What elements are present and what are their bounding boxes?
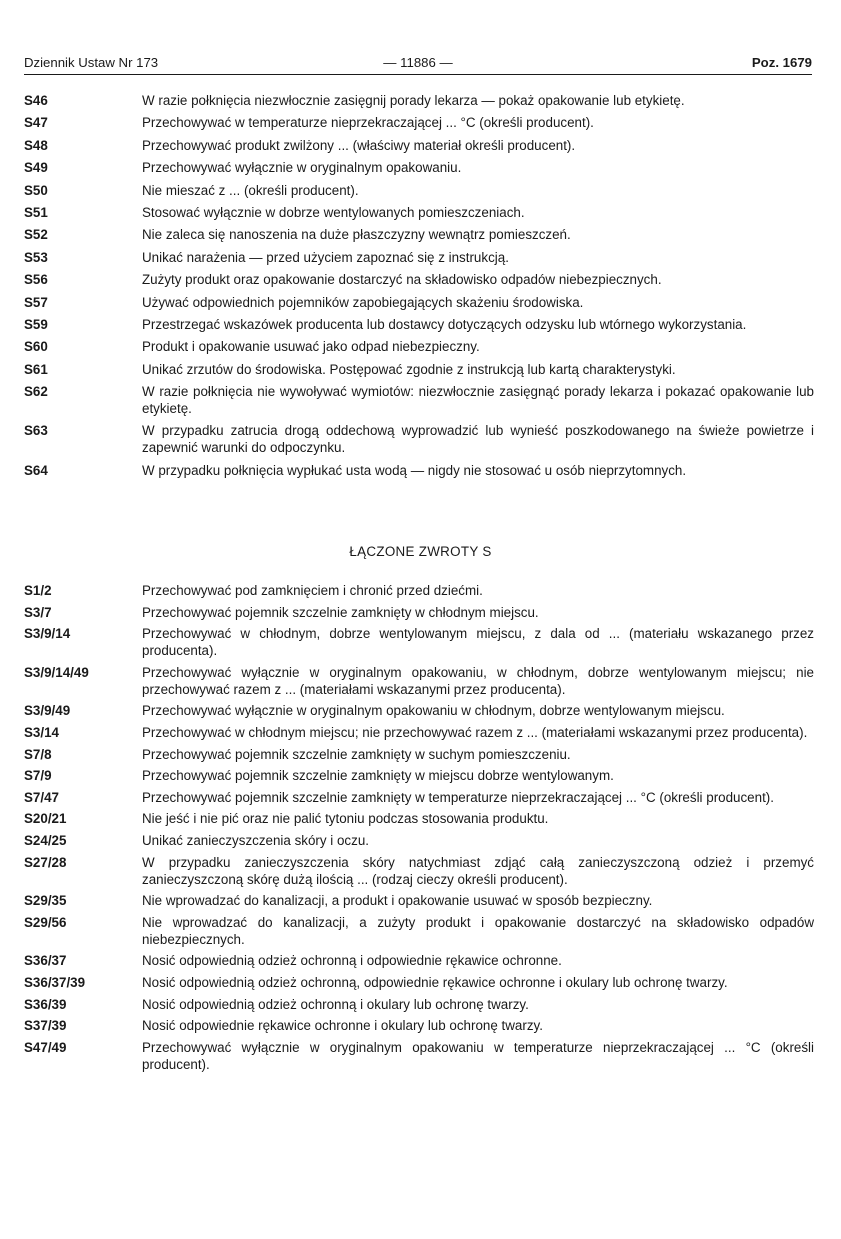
phrase-text: Unikać zanieczyszczenia skóry i oczu.	[142, 832, 369, 848]
phrase-row	[24, 159, 814, 176]
phrase-text: W razie połknięcia niezwłocznie zasięgnij porady lekarza — pokaż opakowanie lub etykietę.	[142, 93, 685, 108]
phrase-text: Zużyty produkt oraz opakowanie dostarczyć na składowisko odpadów niebezpiecznych.	[142, 272, 662, 288]
phrase-code: S24/25	[24, 832, 67, 848]
phrase-text: Przechowywać produkt zwilżony ... (właściwy materiał określi producent).	[142, 137, 576, 153]
phrase-row	[24, 832, 814, 849]
phrase-row	[24, 664, 814, 698]
phrase-row	[24, 294, 814, 311]
phrase-text: Używać odpowiednich pojemników zapobiegających skażeniu środowiska.	[142, 294, 584, 310]
phrase-row	[24, 892, 814, 909]
phrase-code: S57	[24, 294, 48, 310]
phrase-text: Przechowywać pod zamknięciem i chronić przed dziećmi.	[142, 583, 483, 598]
phrase-code: S63	[24, 423, 48, 439]
phrase-text: Przechowywać w chłodnym miejscu; nie przechowywać razem z ... (materiałami wskazanymi przez producenta).	[142, 724, 808, 740]
phrase-text: Przechowywać w temperaturze nieprzekraczającej ... °C (określi producent).	[142, 115, 594, 131]
phrase-code: S47	[24, 115, 48, 131]
phrase-code: S59	[24, 316, 48, 332]
phrase-row	[24, 137, 814, 154]
phrase-text: Przestrzegać wskazówek producenta lub dostawcy dotyczących odzysku lub wtórnego wykorzystania.	[142, 316, 747, 332]
phrase-code: S20/21	[24, 811, 67, 827]
phrase-row	[24, 702, 814, 719]
phrase-code: S60	[24, 339, 48, 355]
phrase-text: Unikać narażenia — przed użyciem zapoznać się z instrukcją.	[142, 249, 509, 265]
phrase-code: S7/8	[24, 746, 52, 762]
page-number: — 11886 —	[383, 55, 453, 70]
phrase-code: S36/39	[24, 996, 67, 1012]
phrase-text: W przypadku zatrucia drogą oddechową wyprowadzić lub wynieść poszkodowanego na świeże powietrze i zapewnić warunki do odpoczynku.	[142, 423, 814, 456]
phrase-row	[24, 226, 814, 243]
phrase-row	[24, 383, 814, 417]
phrase-row	[24, 789, 814, 806]
phrase-row	[24, 1017, 814, 1034]
phrase-row	[24, 625, 814, 659]
phrase-code: S36/37	[24, 953, 67, 969]
phrase-text: Przechowywać wyłącznie w oryginalnym opakowaniu w temperaturze nieprzekraczającej ... °C (określi producent).	[142, 1039, 814, 1072]
phrase-row	[24, 996, 814, 1013]
phrase-row	[24, 604, 814, 621]
phrase-code: S37/39	[24, 1018, 67, 1034]
phrase-code: S48	[24, 137, 48, 153]
phrase-text: Przechowywać pojemnik szczelnie zamknięty w chłodnym miejscu.	[142, 604, 539, 620]
phrase-code: S29/35	[24, 893, 67, 909]
phrase-code: S36/37/39	[24, 974, 86, 990]
phrase-code: S3/7	[24, 604, 52, 620]
phrase-row	[24, 204, 814, 221]
phrase-code: S56	[24, 272, 48, 288]
combined-s-phrase-list	[24, 582, 814, 1077]
phrase-code: S50	[24, 182, 48, 198]
phrase-text: Produkt i opakowanie usuwać jako odpad niebezpieczny.	[142, 339, 480, 355]
phrase-text: W razie połknięcia nie wywoływać wymiotów: niezwłocznie zasięgnąć porady lekarza i pokazać opakowanie lub etykietę.	[142, 384, 814, 417]
phrase-code: S27/28	[24, 854, 67, 870]
phrase-text: Przechowywać wyłącznie w oryginalnym opakowaniu, w chłodnym, dobrze wentylowanym miejscu; nie przechowywać razem z ... (materiałami wskazanymi przez producenta).	[142, 664, 814, 697]
phrase-row	[24, 422, 814, 456]
phrase-row	[24, 767, 814, 784]
phrase-row	[24, 854, 814, 888]
phrase-code: S3/9/14/49	[24, 664, 89, 680]
phrase-row	[24, 914, 814, 948]
phrase-row	[24, 338, 814, 355]
phrase-row	[24, 316, 814, 333]
phrase-row	[24, 746, 814, 763]
phrase-code: S62	[24, 384, 48, 400]
phrase-text: Nie wprowadzać do kanalizacji, a produkt i opakowanie usuwać w sposób bezpieczny.	[142, 893, 653, 909]
phrase-text: Nie jeść i nie pić oraz nie palić tytoniu podczas stosowania produktu.	[142, 811, 549, 827]
phrase-text: Nosić odpowiednią odzież ochronną, odpowiednie rękawice ochronne i okulary lub ochronę twarzy.	[142, 974, 728, 990]
journal-title: Dziennik Ustaw Nr 173	[24, 55, 159, 70]
phrase-row	[24, 361, 814, 378]
phrase-text: Przechowywać pojemnik szczelnie zamknięty w suchym pomieszczeniu.	[142, 746, 571, 762]
phrase-code: S7/47	[24, 789, 59, 805]
phrase-code: S61	[24, 361, 48, 377]
position-number: Poz. 1679	[751, 55, 812, 70]
phrase-code: S7/9	[24, 768, 52, 784]
phrase-row	[24, 952, 814, 969]
phrase-text: W przypadku połknięcia wypłukać usta wodą — nigdy nie stosować u osób nieprzytomnych.	[142, 462, 687, 478]
phrase-code: S64	[24, 462, 48, 478]
phrase-row	[24, 92, 814, 109]
phrase-code: S47/49	[24, 1039, 67, 1055]
phrase-text: Nie wprowadzać do kanalizacji, a zużyty produkt i opakowanie dostarczyć na składowisko odpadów niebezpiecznych.	[142, 914, 814, 947]
phrase-text: Przechowywać w chłodnym, dobrze wentylowanym miejscu, z dala od ... (materiału wskazanego przez producenta).	[142, 626, 814, 659]
phrase-row	[24, 271, 814, 288]
phrase-row	[24, 1039, 814, 1073]
phrase-code: S29/56	[24, 914, 67, 930]
phrase-code: S3/14	[24, 724, 59, 740]
phrase-text: Nie zaleca się nanoszenia na duże płaszczyzny wewnątrz pomieszczeń.	[142, 227, 571, 243]
phrase-code: S51	[24, 204, 48, 220]
phrase-code: S1/2	[24, 583, 52, 598]
phrase-row	[24, 810, 814, 827]
phrase-row	[24, 724, 814, 741]
phrase-row	[24, 582, 814, 599]
phrase-text: Nosić odpowiednie rękawice ochronne i okulary lub ochronę twarzy.	[142, 1018, 543, 1034]
phrase-code: S53	[24, 249, 48, 265]
phrase-row	[24, 114, 814, 131]
phrase-row	[24, 182, 814, 199]
phrase-text: Nosić odpowiednią odzież ochronną i odpowiednie rękawice ochronne.	[142, 953, 562, 969]
phrase-row	[24, 974, 814, 991]
phrase-text: Unikać zrzutów do środowiska. Postępować zgodnie z instrukcją lub kartą charakterystyki.	[142, 361, 676, 377]
phrase-text: Nie mieszać z ... (określi producent).	[142, 182, 359, 198]
phrase-text: Przechowywać pojemnik szczelnie zamknięty w temperaturze nieprzekraczającej ... °C (określi producent).	[142, 789, 774, 805]
phrase-text: Przechowywać wyłącznie w oryginalnym opakowaniu w chłodnym, dobrze wentylowanym miejscu.	[142, 703, 725, 719]
phrase-text: Nosić odpowiednią odzież ochronną i okulary lub ochronę twarzy.	[142, 996, 529, 1012]
phrase-text: Stosować wyłącznie w dobrze wentylowanych pomieszczeniach.	[142, 204, 525, 220]
s-phrase-list	[24, 92, 814, 484]
page-header	[24, 55, 812, 73]
header-rule	[24, 74, 812, 75]
phrase-row	[24, 249, 814, 266]
phrase-code: S3/9/14	[24, 626, 71, 642]
phrase-code: S52	[24, 227, 48, 243]
phrase-code: S3/9/49	[24, 703, 71, 719]
phrase-code: S49	[24, 160, 48, 176]
phrase-row	[24, 462, 814, 479]
phrase-text: Przechowywać wyłącznie w oryginalnym opakowaniu.	[142, 160, 462, 176]
phrase-text: Przechowywać pojemnik szczelnie zamknięty w miejscu dobrze wentylowanym.	[142, 768, 614, 784]
phrase-code: S46	[24, 93, 48, 108]
phrase-text: W przypadku zanieczyszczenia skóry natychmiast zdjąć całą zanieczyszczoną odzież i przemyć zanieczyszczoną skórę dużą ilością ... (rodzaj cieczy określi producent).	[142, 854, 814, 887]
section-title: ŁĄCZONE ZWROTY S	[349, 544, 492, 559]
